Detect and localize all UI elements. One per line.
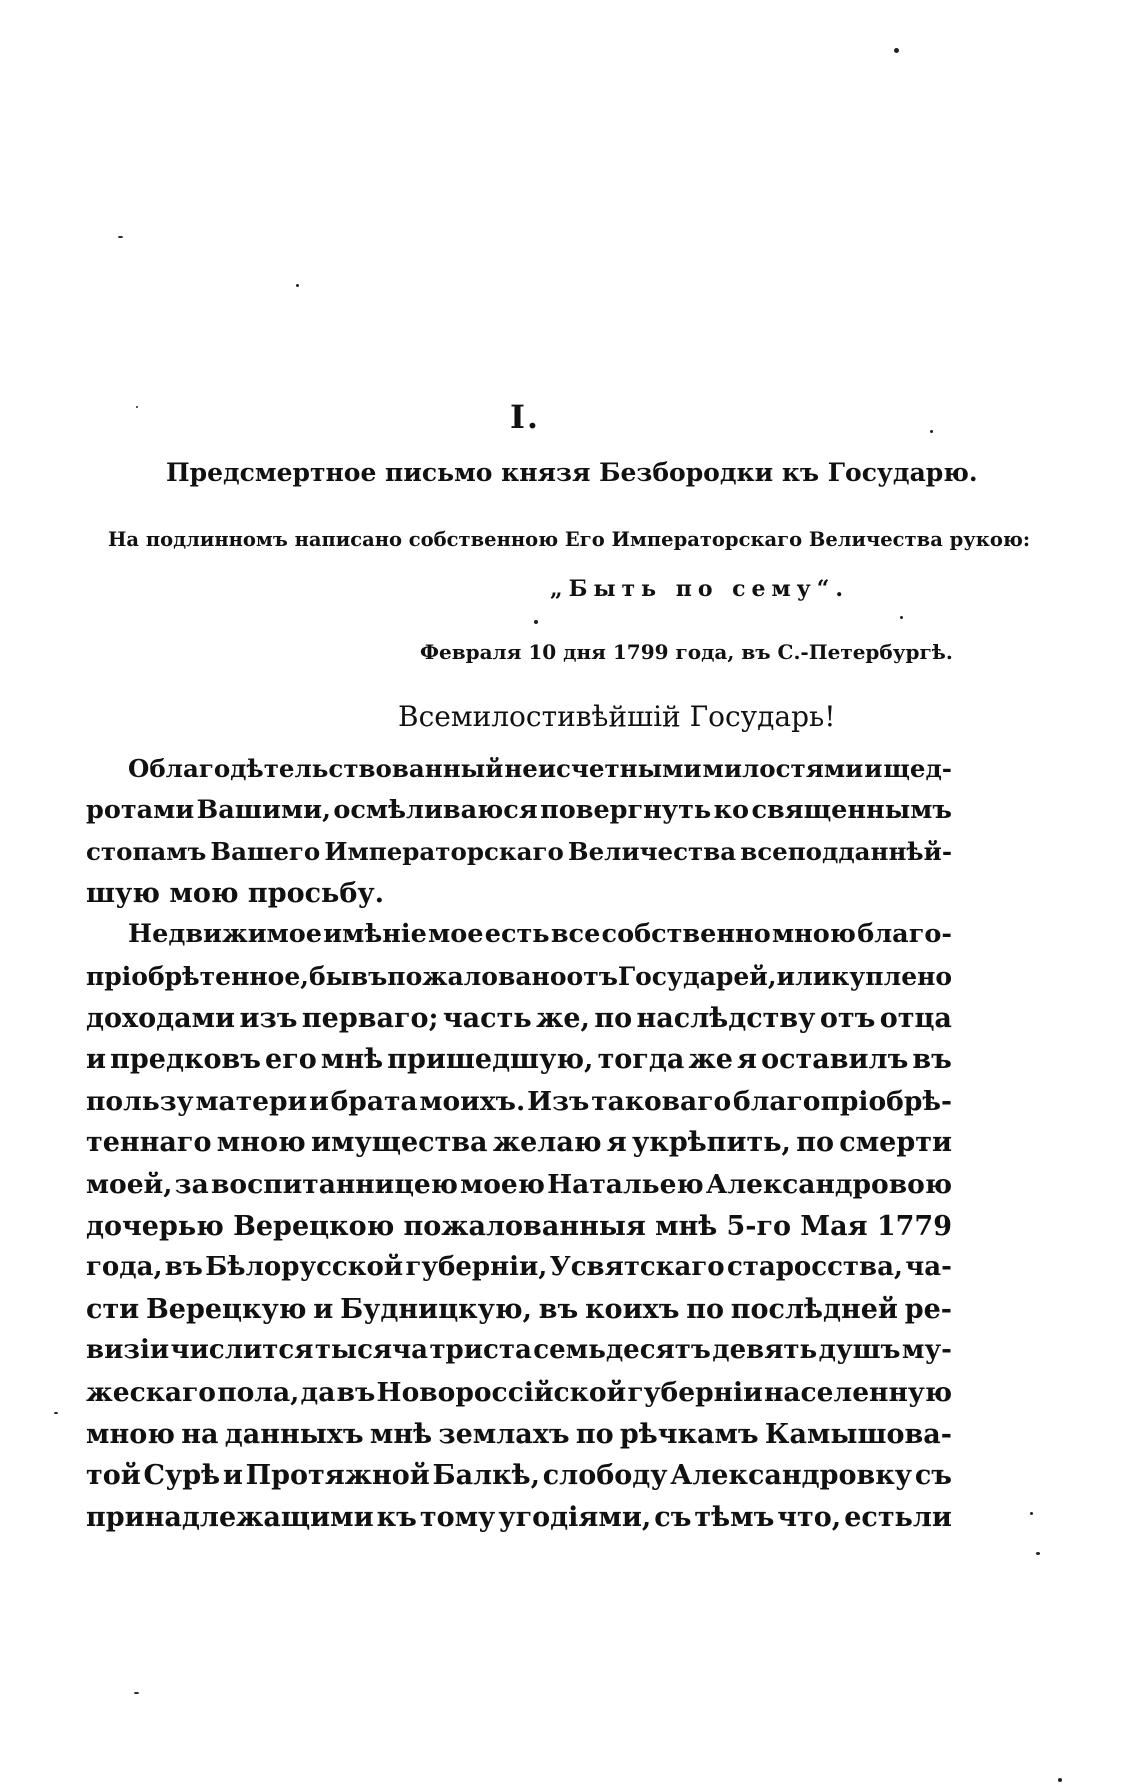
word: мною [216, 1127, 306, 1159]
body-line [86, 1414, 952, 1456]
word: имущества [310, 1127, 488, 1159]
body-line [86, 1081, 952, 1123]
dateline: Февраля 10 дня 1799 года, въ С.-Петербургѣ. [420, 640, 953, 664]
word: его [265, 1044, 317, 1076]
word: му- [901, 1335, 952, 1366]
word: изъ [239, 1002, 298, 1034]
body-line [86, 1164, 952, 1206]
body-line [86, 748, 952, 790]
word: имѣніе [323, 919, 427, 950]
word: въ [164, 1252, 203, 1283]
word: Верецкую [145, 1293, 307, 1325]
body-line: шую мою просьбу. [86, 877, 385, 909]
scan-speck [118, 236, 123, 238]
body-line [86, 1247, 952, 1289]
word: теннаго [86, 1127, 212, 1159]
annotation-note: На подлинномъ написано собственною Его Императорскаго Величества рукою: [108, 528, 1031, 551]
word: естьли [844, 1501, 952, 1533]
word: матери [195, 1085, 308, 1117]
word: Натальею [547, 1168, 704, 1200]
word: Сурѣ [143, 1460, 221, 1492]
word: Александровку [670, 1460, 913, 1492]
word: и [309, 1085, 329, 1117]
word: Усвятскаго [549, 1252, 725, 1283]
word: же [688, 1044, 733, 1076]
word: тому [419, 1501, 496, 1533]
word: мнѣ [320, 1044, 384, 1076]
word: отъ [566, 961, 618, 991]
body-line [86, 1039, 952, 1081]
word: визіи [86, 1335, 170, 1366]
word: Будницкую, [340, 1293, 533, 1325]
word: воспитанницею [211, 1168, 458, 1200]
word: куплено [831, 961, 953, 991]
word: коихъ [585, 1293, 680, 1325]
word: въ [336, 1376, 376, 1408]
word: жескаго [86, 1376, 216, 1408]
word: Величества [567, 837, 737, 867]
word: моей, [86, 1168, 173, 1200]
word: собственно [601, 919, 771, 950]
word: отъ [819, 1002, 876, 1034]
word: Вашими, [196, 794, 331, 825]
word: Бѣлорусской [205, 1252, 404, 1283]
word: Камышова- [764, 1418, 952, 1450]
word: всеподданнѣй- [740, 837, 952, 867]
word: мое [428, 919, 484, 950]
word: же, [536, 1002, 590, 1034]
word: брата [330, 1085, 418, 1117]
word: по [594, 1002, 633, 1034]
word: отца [879, 1002, 952, 1034]
word: Новороссійской [376, 1376, 627, 1408]
word: священнымъ [751, 794, 952, 825]
word: и [864, 754, 883, 783]
word: и [222, 1460, 243, 1492]
word: Мая [800, 1210, 868, 1242]
body-line [86, 1289, 952, 1331]
word: наслѣдству [636, 1002, 816, 1034]
scan-speck [296, 284, 299, 287]
scan-speck [1030, 1512, 1033, 1515]
word: Александровою [705, 1168, 952, 1200]
word: неисчетными [504, 754, 702, 783]
word: губерніи, [405, 1252, 548, 1283]
word: слободу [542, 1460, 668, 1492]
word: въ [538, 1293, 579, 1325]
word: той [86, 1460, 141, 1492]
word: пожаловано [387, 961, 567, 991]
word: года, [86, 1252, 163, 1283]
body-line [86, 790, 952, 832]
word: Вашего [210, 837, 321, 867]
word: душъ [818, 1335, 901, 1366]
word: губерніи [627, 1376, 763, 1408]
word: все [550, 919, 601, 950]
word: тѣмъ [694, 1501, 775, 1533]
word: щед- [883, 754, 952, 783]
body-line [86, 1455, 952, 1497]
word: Государей, [617, 961, 777, 991]
word: да [300, 1376, 336, 1408]
word: принадлежащими [86, 1501, 374, 1533]
body-line [86, 1372, 952, 1414]
word: Балкѣ, [432, 1460, 540, 1492]
word: моихъ. [419, 1085, 526, 1117]
salutation: Всемилостивѣйшій Государь! [398, 700, 836, 733]
scan-speck [534, 620, 538, 624]
word: старосства, [726, 1252, 903, 1283]
word: часть [442, 1002, 532, 1034]
word: мною [86, 1418, 175, 1450]
word: дочерью [86, 1210, 224, 1242]
word: благопріобрѣ- [733, 1085, 952, 1117]
word: сти [86, 1293, 140, 1325]
word: повергнуть [540, 794, 712, 825]
word: желаю [492, 1127, 602, 1159]
word: перваго; [301, 1002, 439, 1034]
scan-speck [54, 1412, 58, 1414]
word: бывъ [308, 961, 388, 991]
word: таковаго [591, 1085, 732, 1117]
word: пола, [217, 1376, 300, 1408]
word: и [86, 1044, 107, 1076]
word: пожалованныя [403, 1210, 646, 1242]
body-line [86, 831, 952, 873]
word: послѣдней [730, 1293, 898, 1325]
body-line [86, 1206, 952, 1248]
scan-speck [134, 1692, 139, 1694]
word: данныхъ [224, 1418, 364, 1450]
word: Недвижимое [128, 919, 322, 950]
word: съ [914, 1460, 952, 1492]
word: есть [484, 919, 550, 950]
word: ко [713, 794, 750, 825]
word: пріобрѣтенное, [86, 961, 309, 991]
word: ча- [905, 1252, 952, 1283]
word: доходами [86, 1002, 236, 1034]
word: за [174, 1168, 209, 1200]
word: тогда [597, 1044, 685, 1076]
word: мнѣ [655, 1210, 718, 1242]
word: по [575, 1418, 614, 1450]
word: ре- [904, 1293, 952, 1325]
scan-speck [900, 616, 903, 619]
word: я [606, 1127, 627, 1159]
word: землахъ [438, 1418, 570, 1450]
letter-heading: Предсмертное письмо князя Безбородки къ Государю. [166, 458, 978, 487]
word: Изъ [527, 1085, 590, 1117]
word: угодіями, [498, 1501, 652, 1533]
word: благо- [857, 919, 952, 950]
word: 1779 [876, 1210, 952, 1242]
word: предковъ [110, 1044, 261, 1076]
word: пришедшую, [387, 1044, 594, 1076]
word: тысяча [314, 1335, 428, 1366]
body-line [86, 956, 952, 998]
body-line [86, 1330, 952, 1372]
word: девять [712, 1335, 818, 1366]
word: населенную [763, 1376, 952, 1408]
word: по [796, 1127, 834, 1159]
word: числится [170, 1335, 314, 1366]
scan-speck [1036, 1552, 1040, 1555]
word: что, [777, 1501, 842, 1533]
word: семьдесятъ [533, 1335, 711, 1366]
word: смерти [839, 1127, 952, 1159]
word: Протяжной [245, 1460, 430, 1492]
word: или [776, 961, 832, 991]
scan-speck [1058, 1778, 1062, 1782]
body-line [86, 1497, 952, 1539]
word: осмѣливаюся [333, 794, 538, 825]
word: милостями [702, 754, 864, 783]
letter-body [86, 748, 952, 1538]
word: на [181, 1418, 219, 1450]
word: Облагодѣтельствованный [128, 754, 504, 783]
word: оставилъ [761, 1044, 909, 1076]
scan-speck [894, 48, 899, 53]
word: пользу [86, 1085, 194, 1117]
word: и [313, 1293, 334, 1325]
word: по [686, 1293, 724, 1325]
word: моею [460, 1168, 545, 1200]
imperial-resolution: „Быть по сему“. [550, 576, 850, 602]
word: мною [771, 919, 856, 950]
section-numeral: I. [509, 398, 541, 436]
word: 5-го [726, 1210, 792, 1242]
word: мнѣ [369, 1418, 433, 1450]
word: Верецкою [233, 1210, 395, 1242]
word: рѣчкамъ [619, 1418, 759, 1450]
word: въ [912, 1044, 952, 1076]
body-line [86, 1122, 952, 1164]
word: я [737, 1044, 757, 1076]
word: съ [654, 1501, 692, 1533]
word: Императорскаго [324, 837, 564, 867]
body-line [86, 914, 952, 956]
word: стопамъ [86, 837, 207, 867]
word: триста [429, 1335, 532, 1366]
word: укрѣпить, [632, 1127, 791, 1159]
word: къ [376, 1501, 417, 1533]
body-line [86, 998, 952, 1040]
word: ротами [86, 794, 195, 825]
